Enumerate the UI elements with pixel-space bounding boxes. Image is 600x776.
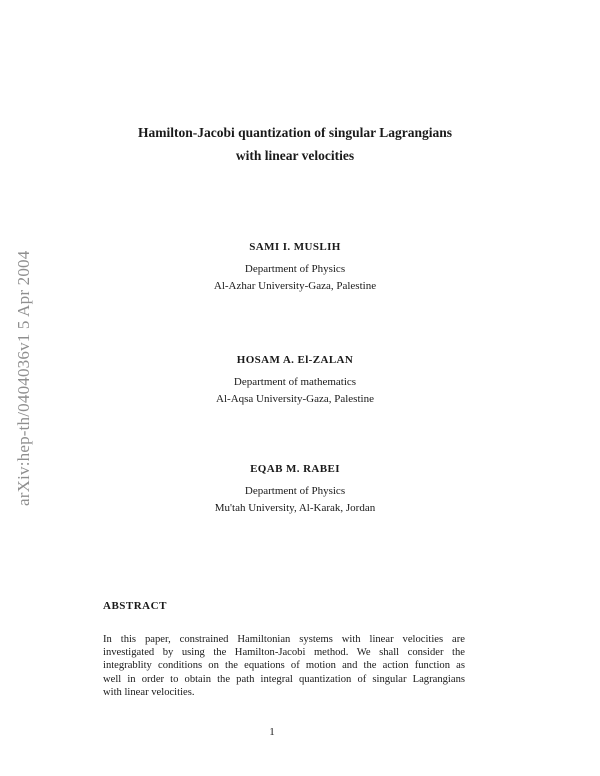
arxiv-identifier-stamp: arXiv:hep-th/0404036v1 5 Apr 2004 [14, 250, 33, 506]
abstract-line: investigated by using the Hamilton-Jacobi method. We shall consider the [103, 647, 465, 659]
author-department: Department of mathematics [233, 376, 357, 388]
title-line-2: with linear velocities [235, 148, 355, 163]
abstract-heading: ABSTRACT [103, 600, 167, 612]
title-line-1: Hamilton-Jacobi quantization of singular Lagrangians [137, 125, 453, 140]
author-department: Department of Physics [244, 485, 346, 497]
abstract-line: In this paper, constrained Hamiltonian systems with linear velocities are [103, 634, 465, 645]
author-block-2 [60, 352, 530, 408]
author-block-3 [60, 461, 530, 517]
author-department: Department of Physics [244, 263, 346, 275]
author-name: EQAB M. RABEI [250, 463, 340, 475]
abstract-line: with linear velocities. [103, 686, 195, 698]
abstract-line: well in order to obtain the path integral quantization of singular Lagrangians [103, 673, 465, 685]
abstract-line: integrablity conditions on the equations of motion and the action function as [103, 660, 465, 672]
author-affiliation: Al-Azhar University-Gaza, Palestine [213, 280, 377, 292]
author-affiliation: Mu'tah University, Al-Karak, Jordan [214, 502, 376, 514]
paper-title [60, 121, 530, 167]
author-block-1 [60, 239, 530, 295]
author-affiliation: Al-Aqsa University-Gaza, Palestine [216, 393, 374, 405]
page-number: 1 [269, 726, 275, 738]
abstract-body [103, 633, 465, 699]
author-name: SAMI I. MUSLIH [249, 241, 341, 253]
author-name: HOSAM A. El-ZALAN [236, 354, 354, 366]
